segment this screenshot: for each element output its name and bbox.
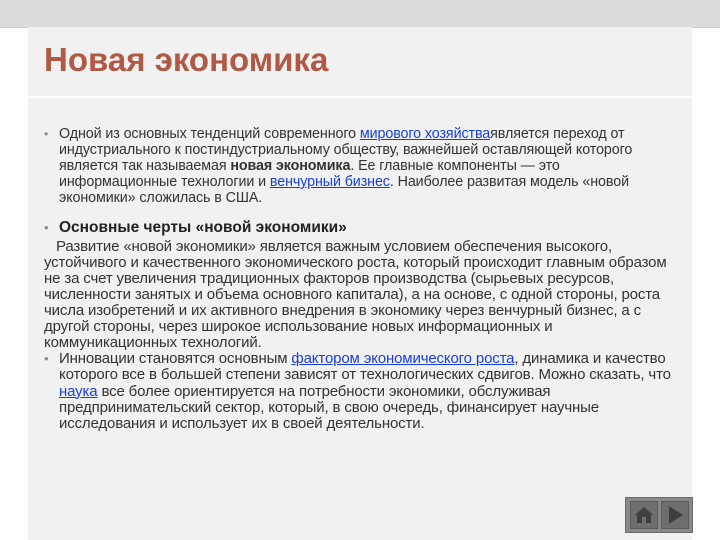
link-science[interactable]: наука [59,382,98,400]
intro-text-3: . Ее главные компоненты — это информационные технологии и [59,158,560,190]
bullet-icon: • [44,220,49,235]
play-next-icon [666,505,684,525]
slide-navigation [625,497,693,533]
innovation-text-1: Инновации становятся основным [59,350,292,367]
innovation-paragraph [44,351,680,432]
innovation-text-2: , динамика и качество которого все в большей степени зависят от технологических сдвигов. Можно сказать, что [59,350,671,384]
intro-paragraph [44,126,680,206]
top-bar [0,0,720,28]
bullet-icon: • [44,351,49,366]
title-divider [28,96,692,98]
new-economy-term: новая экономика [230,158,351,174]
intro-text-2: является переход от индустриального к постиндустриальному обществу, важнейшей оставляющей которого является так называемая [59,126,633,174]
innovation-text-3: все более ориентируется на потребности экономики, обслуживая предпринимательский сектор, который, в свою очередь, финансирует научные исследования и использует их в своей деятельности. [59,382,599,433]
home-icon [634,506,654,524]
link-world-economy[interactable]: мирового хозяйства [359,126,491,142]
link-venture-business[interactable]: венчурный бизнес [269,174,390,190]
section-heading [44,218,680,238]
next-slide-button[interactable] [661,501,689,529]
bullet-icon: • [44,127,49,141]
slide-content [44,126,680,432]
intro-text-1: Одной из основных тенденций современного [59,126,360,142]
section-heading-text: Основные черты «новой экономики» [59,219,347,236]
intro-text-4: . Наиболее развитая модель «новой экономики» сложилась в США. [59,174,629,206]
link-growth-factor[interactable]: фактором экономического роста [291,350,515,367]
home-button[interactable] [630,501,658,529]
growth-paragraph: Развитие «новой экономики» является важным условием обеспечения высокого, устойчивого и качественного экономического роста, который происходит главным образом не за счет увеличения традиционных факторов производства (сырьевых ресурсов, численности занятых и объема основного капитала), а на основе, с одной стороны, роста числа изобретений и их активного внедрения в экономику через венчурный бизнес, а с другой стороны, через широкое использование новых информационных и коммуникационных технологий. [44,238,667,351]
slide-title: Новая экономика [44,41,329,78]
